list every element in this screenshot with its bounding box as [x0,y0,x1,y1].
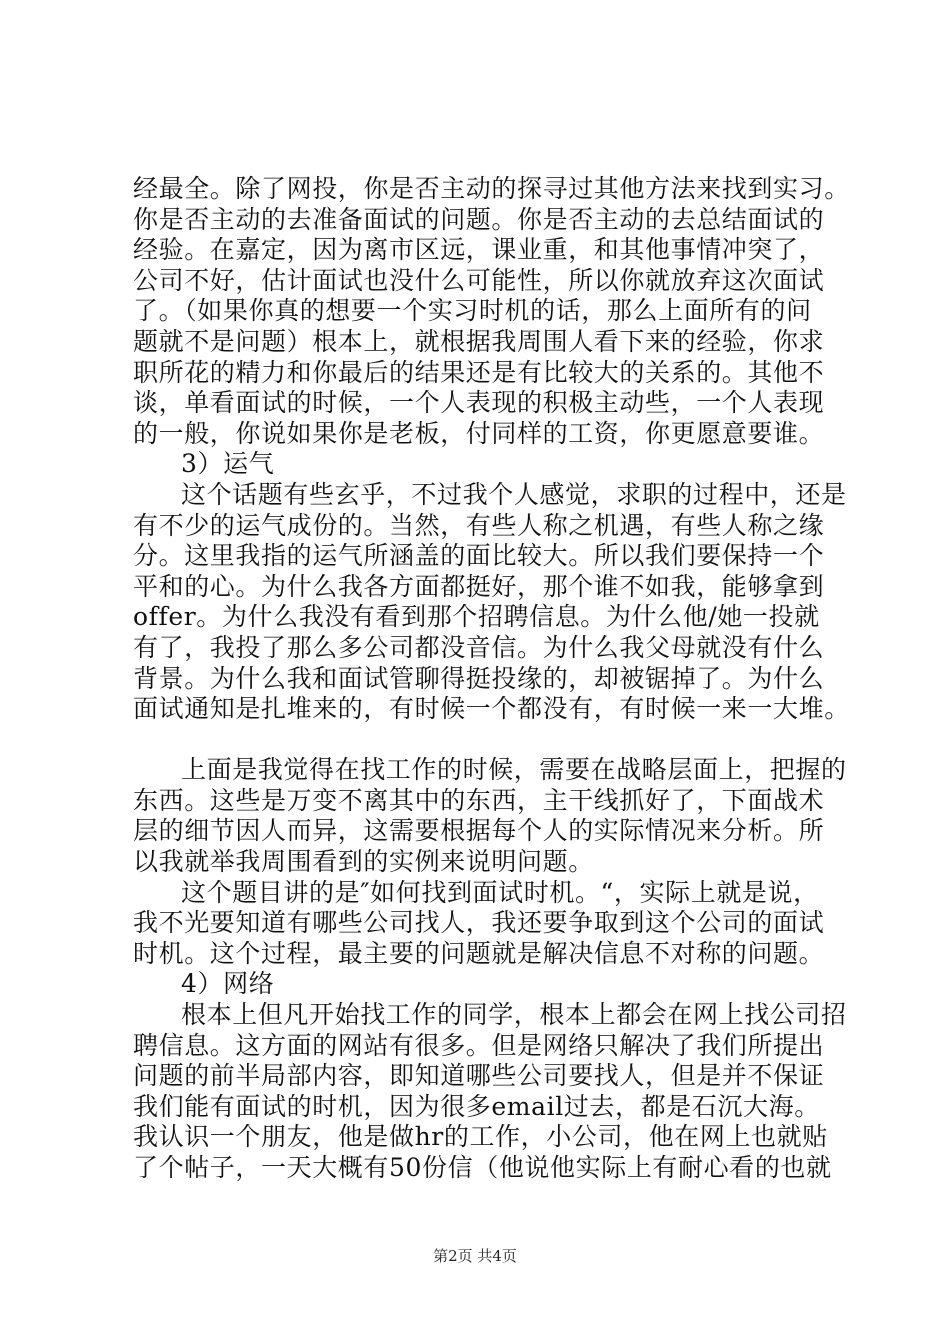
text-line: 的一般，你说如果你是老板，付同样的工资，你更愿意要谁。 [133,418,825,448]
paragraph-gap [133,725,833,756]
page-footer: 第2页 共4页 [433,1247,517,1265]
text-line: 平和的心。为什么我各方面都挺好，那个谁不如我，能够拿到 [133,571,825,601]
text-line: 职所花的精力和你最后的结果还是有比较大的关系的。其他不 [133,357,825,387]
text-line: 了。（如果你真的想要一个实习时机的话，那么上面所有的问 [133,296,812,326]
text-line: 我不光要知道有哪些公司找人，我还要争取到这个公司的面试 [133,908,825,938]
text-line: 我们能有面试的时机，因为很多email过去，都是石沉大海。 [133,1091,820,1121]
text-line: 经最全。除了网投，你是否主动的探寻过其他方法来找到实习。 [133,174,850,203]
text-line: 这个话题有些玄乎，不过我个人感觉，求职的过程中，还是 [181,479,847,509]
text-line: offer。为什么我没有看到那个招聘信息。为什么他/她一投就 [133,602,820,632]
text-line: 这个题目讲的是″如何找到面试时机。“，实际上就是说， [181,877,819,907]
section-heading: 3）运气 [181,449,275,479]
text-line: 聘信息。这方面的网站有很多。但是网络只解决了我们所提出 [133,1030,825,1060]
text-line: 问题的前半局部内容，即知道哪些公司要找人，但是并不保证 [133,1061,825,1091]
text-line: 分。这里我指的运气所涵盖的面比较大。所以我们要保持一个 [133,541,825,571]
text-line: 东西。这些是万变不离其中的东西，主干线抓好了，下面战术 [133,785,825,815]
text-line: 经验。在嘉定，因为离市区远，课业重，和其他事情冲突了， [133,235,825,265]
text-line: 根本上但凡开始找工作的同学，根本上都会在网上找公司招 [181,1000,847,1030]
text-line: 公司不好，估计面试也没什么可能性，所以你就放弃这次面试 [133,265,825,295]
document-body [133,174,850,1184]
text-line: 有了，我投了那么多公司都没音信。为什么我父母就没有什么 [133,632,825,662]
text-line: 题就不是问题）根本上，就根据我周围人看下来的经验，你求 [133,326,825,356]
text-line: 上面是我觉得在找工作的时候，需要在战略层面上，把握的 [181,755,847,785]
text-line: 有不少的运气成份的。当然，有些人称之机遇，有些人称之缘 [133,510,825,540]
text-line: 背景。为什么我和面试管聊得挺投缘的，却被锯掉了。为什么 [133,663,825,693]
text-line: 我认识一个朋友，他是做hr的工作，小公司，他在网上也就贴 [133,1122,828,1152]
section-heading: 4）网络 [181,969,275,999]
text-line: 以我就举我周围看到的实例来说明问题。 [133,847,594,877]
text-line: 你是否主动的去准备面试的问题。你是否主动的去总结面试的 [133,204,825,234]
text-line: 面试通知是扎堆来的，有时候一个都没有，有时候一来一大堆。 [133,694,850,724]
text-line: 时机。这个过程，最主要的问题就是解决信息不对称的问题。 [133,938,825,968]
text-line: 谈，单看面试的时候，一个人表现的积极主动些，一个人表现 [133,388,825,418]
text-line: 了个帖子，一天大概有50份信（他说他实际上有耐心看的也就 [133,1153,832,1182]
text-line: 层的细节因人而异，这需要根据每个人的实际情况来分析。所 [133,816,825,846]
